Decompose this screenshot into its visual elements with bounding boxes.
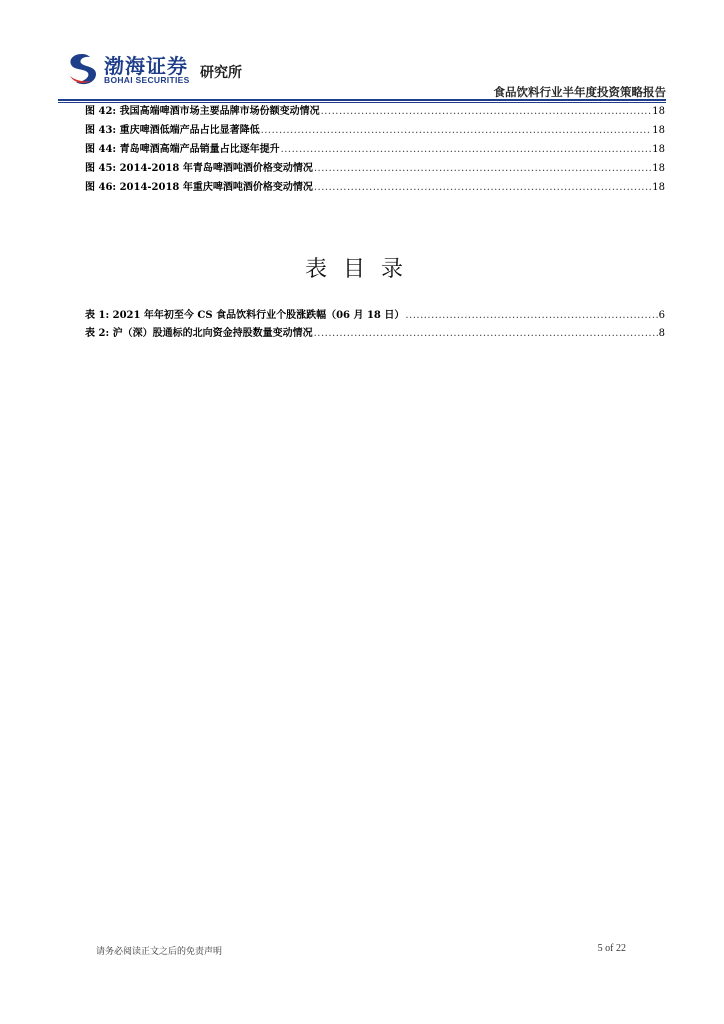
toc-entry-page: 18 — [652, 106, 665, 117]
toc-entry[interactable] — [85, 140, 665, 159]
toc-entry-page: 6 — [658, 310, 665, 321]
toc-entry-label: 图 45: 2014-2018 年青岛啤酒吨酒价格变动情况 — [85, 163, 313, 174]
report-title: 食品饮料行业半年度投资策略报告 — [493, 85, 666, 99]
toc-entry-label: 图 46: 2014-2018 年重庆啤酒吨酒价格变动情况 — [85, 182, 313, 193]
page-indicator: 5 of 22 — [597, 943, 626, 954]
toc-entry-page: 18 — [652, 182, 665, 193]
toc-leader-dots — [314, 328, 658, 339]
toc-entry-page: 18 — [652, 125, 665, 136]
toc-entry[interactable] — [85, 324, 665, 342]
toc-entry[interactable] — [85, 306, 665, 324]
toc-entry[interactable] — [85, 178, 665, 197]
company-logo — [66, 48, 256, 94]
logo-english-name: BOHAI SECURITIES — [104, 75, 190, 85]
toc-entry-label: 图 42: 我国高端啤酒市场主要品牌市场份额变动情况 — [85, 106, 320, 117]
toc-entry-label: 图 43: 重庆啤酒低端产品占比显著降低 — [85, 125, 260, 136]
toc-entry[interactable] — [85, 121, 665, 140]
toc-leader-dots — [314, 182, 651, 193]
bohai-logo-icon — [66, 52, 98, 88]
table-toc-list — [85, 306, 665, 342]
table-toc-heading: 表目录 — [304, 257, 419, 282]
logo-department: 研究所 — [200, 65, 242, 81]
toc-entry[interactable] — [85, 159, 665, 178]
header-divider — [58, 99, 666, 101]
logo-chinese-name: 渤海证券 — [104, 54, 188, 78]
toc-entry-label: 图 44: 青岛啤酒高端产品销量占比逐年提升 — [85, 144, 280, 155]
toc-entry-page: 18 — [652, 163, 665, 174]
toc-entry-label: 表 2: 沪（深）股通标的北向资金持股数量变动情况 — [85, 328, 313, 339]
toc-leader-dots — [314, 163, 651, 174]
toc-leader-dots — [261, 125, 652, 136]
toc-leader-dots — [405, 310, 657, 321]
toc-entry-label: 表 1: 2021 年年初至今 CS 食品饮料行业个股涨跌幅（06 月 18 日） — [85, 310, 405, 321]
toc-leader-dots — [281, 144, 652, 155]
toc-leader-dots — [321, 106, 652, 117]
toc-entry-page: 18 — [652, 144, 665, 155]
toc-entry[interactable] — [85, 102, 665, 121]
figure-toc-list — [85, 102, 665, 197]
toc-entry-page: 8 — [658, 328, 665, 339]
disclaimer-note: 请务必阅读正文之后的免责声明 — [96, 947, 223, 957]
